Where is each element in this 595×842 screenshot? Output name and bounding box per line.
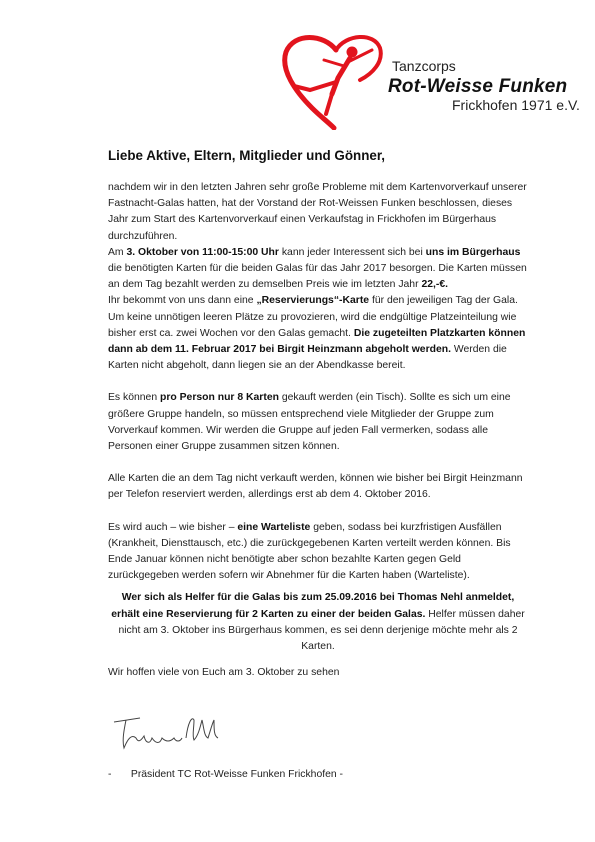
- dancer-arm-2: [324, 60, 344, 66]
- text: für den jeweiligen Tag der Gala. Um keine unnötigen leeren Plätze zu provozieren, wird die endgültige Platzeinteilung wie bisher erst ca. zwei Wochen vor den Galas gemacht.: [108, 295, 518, 339]
- paragraph-intro: nachdem wir in den letzten Jahren sehr große Probleme mit dem Kartenvorverkauf unserer Fastnacht-Galas hatten, hat der Vorstand der Rot-Weissen Funken beschlossen, dieses Jahr zum Start des Kartenvorverkauf einen Verkaufstag in Frickhofen im Bürgerhaus durchzuführen.: [108, 182, 527, 242]
- text: Ihr bekommt von uns dann eine: [108, 295, 257, 307]
- dancer-heart-logo: [276, 30, 386, 130]
- waitlist: eine Warteliste: [237, 521, 311, 533]
- sale-location: uns im Bürgerhaus: [425, 246, 521, 258]
- logo-line-name: Rot-Weisse Funken: [388, 76, 568, 97]
- closing-line: Wir hoffen viele von Euch am 3. Oktober zu sehen: [108, 667, 340, 679]
- paragraph-helpers: [108, 590, 528, 655]
- paragraph-limit: [108, 390, 528, 455]
- text: Helfer müssen daher nicht am 3. Oktober ins Bürgerhaus kommen, es sei denn derjenige möchte mehr als 2 Karten.: [118, 608, 525, 653]
- ticket-limit: pro Person nur 8 Karten: [160, 392, 279, 404]
- dancer-leg-2: [326, 94, 332, 114]
- text: Am: [108, 246, 127, 258]
- signature-line: [108, 769, 343, 780]
- paragraph-waitlist: [108, 520, 528, 585]
- text: kann jeder Interessent sich bei: [278, 246, 426, 258]
- signer-title: Präsident TC Rot-Weisse Funken Frickhofen -: [130, 769, 344, 780]
- reservation-card: „Reservierungs“-Karte: [256, 295, 370, 307]
- sale-time: 3. Oktober von 11:00-15:00 Uhr: [126, 246, 279, 258]
- dash: -: [108, 769, 112, 780]
- logo-line-place: Frickhofen 1971 e.V.: [452, 97, 580, 113]
- text: Es können: [108, 392, 160, 404]
- text: geben, sodass bei kurzfristigen Ausfällen (Krankheit, Diensttausch, etc.) die zurückgegebenen Karten verteilt werden können. Bis Ende Januar können nicht benötigte aber schon bezahlte Karten gegen Geld zurückgegeben werden sofern wir Abnehmer für die Karten haben (Warteliste).: [108, 521, 511, 582]
- ticket-price: 22,-€.: [421, 279, 449, 291]
- pickup-info: Die zugeteilten Platzkarten können dann ab dem 11. Februar 2017 bei Birgit Heinzmann abgeholt werden.: [108, 327, 526, 356]
- text: Es wird auch – wie bisher –: [108, 521, 238, 533]
- handwritten-signature: [110, 708, 220, 754]
- helper-info: Wer sich als Helfer für die Galas bis zum 25.09.2016 bei Thomas Nehl anmeldet, erhält eine Reservierung für 2 Karten zu einer der beiden Galas.: [111, 592, 515, 620]
- text: die benötigten Karten für die beiden Galas für das Jahr 2017 besorgen. Die Karten müssen an dem Tag bezahlt werden zu demselben Preis wie im letzten Jahr: [108, 263, 527, 291]
- text: Werden die Karten nicht abgeholt, dann liegen sie an der Abendkasse bereit.: [108, 344, 507, 372]
- letter-body: [108, 180, 528, 681]
- salutation: Liebe Aktive, Eltern, Mitglieder und Gönner,: [108, 148, 386, 163]
- paragraph-phone-reservation: Alle Karten die an dem Tag nicht verkauft werden, können wie bisher bei Birgit Heinzmann per Telefon reserviert werden, allerdings erst ab dem 4. Oktober 2016.: [108, 473, 523, 501]
- dancer-head: [347, 47, 358, 58]
- paragraph-sale-day: [108, 245, 528, 294]
- logo-line-tanzcorps: Tanzcorps: [392, 58, 456, 74]
- text: gekauft werden (ein Tisch). Sollte es sich um eine größere Gruppe handeln, so müssen entsprechend viele Mitglieder der Gruppe zum Vorverkauf kommen. Wir werden die Gruppe auf jeden Fall vermerken, sodass alle Personen einer Gruppe zusammen sitzen können.: [108, 392, 511, 453]
- paragraph-reservation: [108, 293, 528, 374]
- dancer-leg: [294, 82, 336, 90]
